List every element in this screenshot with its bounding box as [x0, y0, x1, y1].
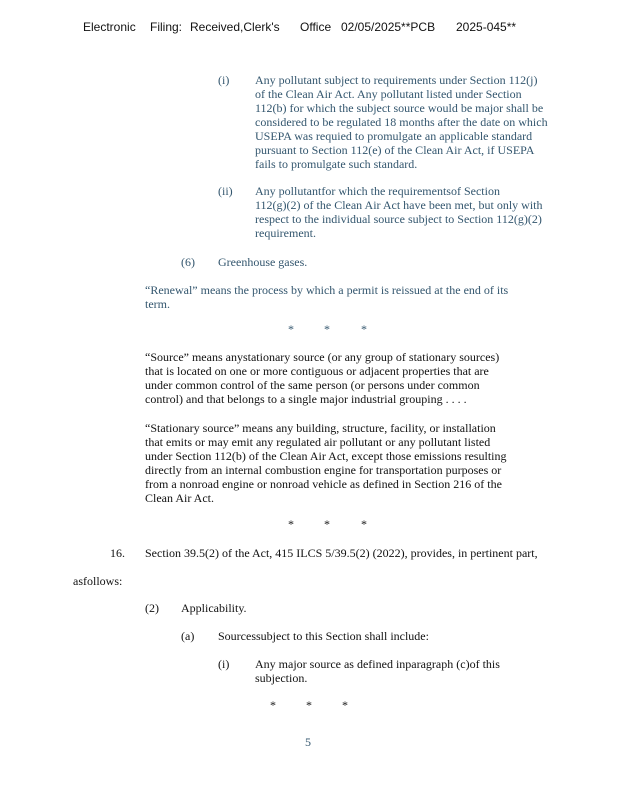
- source-line: control) and that belongs to a single major industrial grouping . . . .: [145, 392, 467, 406]
- renewal-line: term.: [145, 297, 170, 311]
- item-ii-marker: (ii): [218, 184, 233, 198]
- star: *: [324, 322, 330, 336]
- stationary-line: directly from an internal combustion engine for transportation purposes or: [145, 463, 502, 477]
- star: *: [324, 517, 330, 531]
- stationary-line: under Section 112(b) of the Clean Air Act, except those emissions resulting: [145, 449, 507, 463]
- header-office: Office: [300, 20, 332, 34]
- item-6-text: Greenhouse gases.: [218, 255, 308, 269]
- stationary-line: that emits or may emit any regulated air pollutant or any pollutant listed: [145, 435, 491, 449]
- stationary-source-definition: [145, 421, 506, 505]
- stationary-line: “Stationary source” means any building, structure, facility, or installation: [145, 421, 496, 435]
- sub-i-line: Any major source as defined inparagraph (c)of this: [255, 657, 500, 671]
- item-ii-line: Any pollutantfor which the requirementsof Section: [255, 184, 500, 198]
- item-i-line: pursuant to Section 112(e) of the Clean Air Act, if USEPA: [255, 143, 535, 157]
- star: *: [361, 517, 367, 531]
- sub-i-marker: (i): [218, 657, 230, 671]
- header-date: 02/05/2025**PCB: [341, 20, 436, 34]
- applicability-title: Applicability.: [181, 601, 247, 615]
- item-ii-line: respect to the individual source subject to Section 112(g)(2): [255, 212, 542, 226]
- sub-i-line: subjection.: [255, 671, 308, 685]
- item-i-line: 112(b) for which the subject source would be major shall be: [255, 101, 544, 115]
- star: *: [288, 322, 294, 336]
- star: *: [361, 322, 367, 336]
- item-i-line: fails to promulgate such standard.: [255, 157, 418, 171]
- paragraph-16-line1: Section 39.5(2) of the Act, 415 ILCS 5/39.5(2) (2022), provides, in pertinent part,: [145, 546, 538, 560]
- item-i-line: USEPA was requied to promulgate an applicable standard: [255, 129, 533, 143]
- renewal-definition: [145, 283, 508, 311]
- item-i-line: of the Clean Air Act. Any pollutant listed under Section: [255, 87, 522, 101]
- item-i-marker: (i): [218, 73, 230, 87]
- item-6-marker: (6): [181, 255, 195, 269]
- header-docket: 2025-045**: [456, 20, 517, 34]
- header-filing: Filing:: [150, 20, 183, 34]
- paragraph-16-line2: asfollows:: [73, 574, 123, 588]
- star: *: [270, 698, 276, 712]
- source-line: that is located on one or more contiguous or adjacent properties that are: [145, 364, 489, 378]
- source-line: under common control of the same person (or persons under common: [145, 378, 480, 392]
- sub-a-text: Sourcessubject to this Section shall include:: [218, 629, 429, 643]
- page-number: 5: [305, 735, 311, 749]
- ellipsis-stars-2: [0, 517, 618, 531]
- source-line: “Source” means anystationary source (or any group of stationary sources): [145, 350, 500, 364]
- item-i-line: Any pollutant subject to requirements under Section 112(j): [255, 73, 538, 87]
- ellipsis-stars-3: [0, 698, 618, 712]
- star: *: [288, 517, 294, 531]
- renewal-line: “Renewal” means the process by which a permit is reissued at the end of its: [145, 283, 509, 297]
- stationary-line: from a nonroad engine or nonroad vehicle as defined in Section 216 of the: [145, 477, 502, 491]
- applicability-marker: (2): [145, 601, 159, 615]
- stationary-line: Clean Air Act.: [145, 491, 214, 505]
- source-definition: [145, 350, 499, 406]
- header-electronic: Electronic: [83, 20, 136, 34]
- sub-i-text: [255, 657, 500, 685]
- paragraph-16-number: 16.: [110, 546, 125, 560]
- item-i-line: considered to be regulated 18 months after the date on which: [255, 115, 548, 129]
- sub-a-marker: (a): [181, 629, 195, 643]
- item-i-text: [255, 73, 548, 171]
- item-ii-text: [255, 184, 542, 240]
- star: *: [306, 698, 312, 712]
- item-ii-line: 112(g)(2) of the Clean Air Act have been met, but only with: [255, 198, 543, 212]
- item-ii-line: requirement.: [255, 226, 316, 240]
- ellipsis-stars-1: [0, 322, 618, 336]
- header-received: Received,Clerk's: [190, 20, 280, 34]
- star: *: [342, 698, 348, 712]
